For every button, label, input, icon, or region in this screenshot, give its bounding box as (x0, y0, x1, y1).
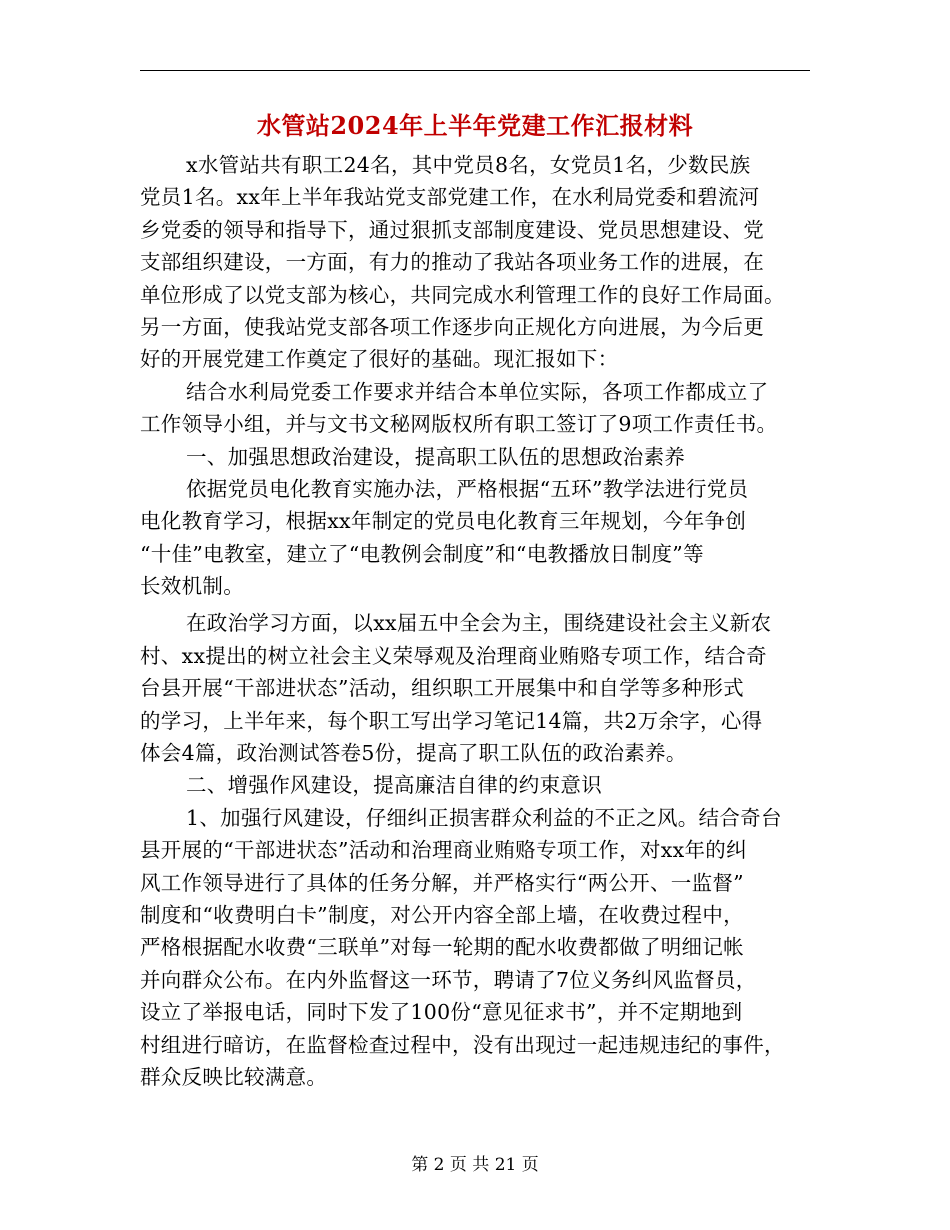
text-line: 结合水利局党委工作要求并结合本单位实际，各项工作都成立了 (186, 379, 769, 404)
paragraph (140, 769, 810, 801)
document-body (140, 149, 810, 1093)
text-line: 台县开展“干部进状态”活动，组织职工开展集中和自学等多种形式 (140, 676, 744, 701)
text-line: 工作领导小组，并与文书文秘网版权所有职工签订了9项工作责任书。 (140, 412, 778, 437)
text-line: 群众反映比较满意。 (140, 1064, 328, 1089)
paragraph (140, 473, 810, 603)
text-line: 的学习，上半年来，每个职工写出学习笔记14篇，共2万余字，心得 (140, 708, 763, 733)
text-line: 电化教育学习，根据xx年制定的党员电化教育三年规划，今年争创 (140, 509, 747, 534)
text-line: 另一方面，使我站党支部各项工作逐步向正规化方向进展，为今后更 (140, 314, 764, 339)
page-footer: 第 2 页 共 21 页 (411, 1155, 539, 1175)
text-line: 县开展的“干部进状态”活动和治理商业贿赂专项工作，对xx年的纠 (140, 838, 747, 863)
text-line: 设立了举报电话，同时下发了100份“意见征求书”，并不定期地到 (140, 1000, 743, 1025)
text-line: 二、增强作风建设，提高廉洁自律的约束意识 (186, 773, 602, 798)
text-line: 制度和“收费明白卡”制度，对公开内容全部上墙，在收费过程中， (140, 902, 744, 927)
header-rule (140, 70, 810, 71)
text-line: 1、加强行风建设，仔细纠正损害群众利益的不正之风。结合奇台 (186, 805, 782, 830)
paragraph (140, 376, 810, 441)
text-line: 并向群众公布。在内外监督这一环节，聘请了7位义务纠风监督员， (140, 967, 757, 992)
text-line: 党员1名。xx年上半年我站党支部党建工作，在水利局党委和碧流河 (140, 185, 760, 210)
text-line: 长效机制。 (140, 574, 244, 599)
text-line: 村组进行暗访，在监督检查过程中，没有出现过一起违规违纪的事件， (140, 1032, 785, 1057)
text-line: 支部组织建设，一方面，有力的推动了我站各项业务工作的进展，在 (140, 250, 764, 275)
paragraph (140, 607, 810, 769)
document-title: 水管站2024年上半年党建工作汇报材料 (256, 111, 694, 140)
text-line: 依据党员电化教育实施办法，严格根据“五环”教学法进行党员 (186, 476, 749, 501)
text-line: 严格根据配水收费“三联单”对每一轮期的配水收费都做了明细记帐 (140, 935, 744, 960)
text-line: 在政治学习方面，以xx届五中全会为主，围绕建设社会主义新农 (186, 611, 772, 636)
text-line: “十佳”电教室，建立了“电教例会制度”和“电教播放日制度”等 (140, 541, 704, 566)
text-line: x水管站共有职工24名，其中党员8名，女党员1名，少数民族 (186, 153, 751, 177)
text-line: 一、加强思想政治建设，提高职工队伍的思想政治素养 (186, 444, 686, 469)
paragraph (140, 802, 810, 1094)
text-line: 风工作领导进行了具体的任务分解，并严格实行“两公开、一监督” (140, 870, 744, 895)
text-line: 村、xx提出的树立社会主义荣辱观及治理商业贿赂专项工作，结合奇 (140, 643, 767, 668)
paragraph (140, 441, 810, 473)
text-line: 单位形成了以党支部为核心，共同完成水利管理工作的良好工作局面。 (140, 282, 785, 307)
text-line: 好的开展党建工作奠定了很好的基础。现汇报如下： (140, 347, 619, 372)
paragraph (140, 149, 810, 376)
text-line: 体会4篇，政治测试答卷5份，提高了职工队伍的政治素养。 (140, 741, 687, 766)
text-line: 乡党委的领导和指导下，通过狠抓支部制度建设、党员思想建设、党 (140, 217, 764, 242)
